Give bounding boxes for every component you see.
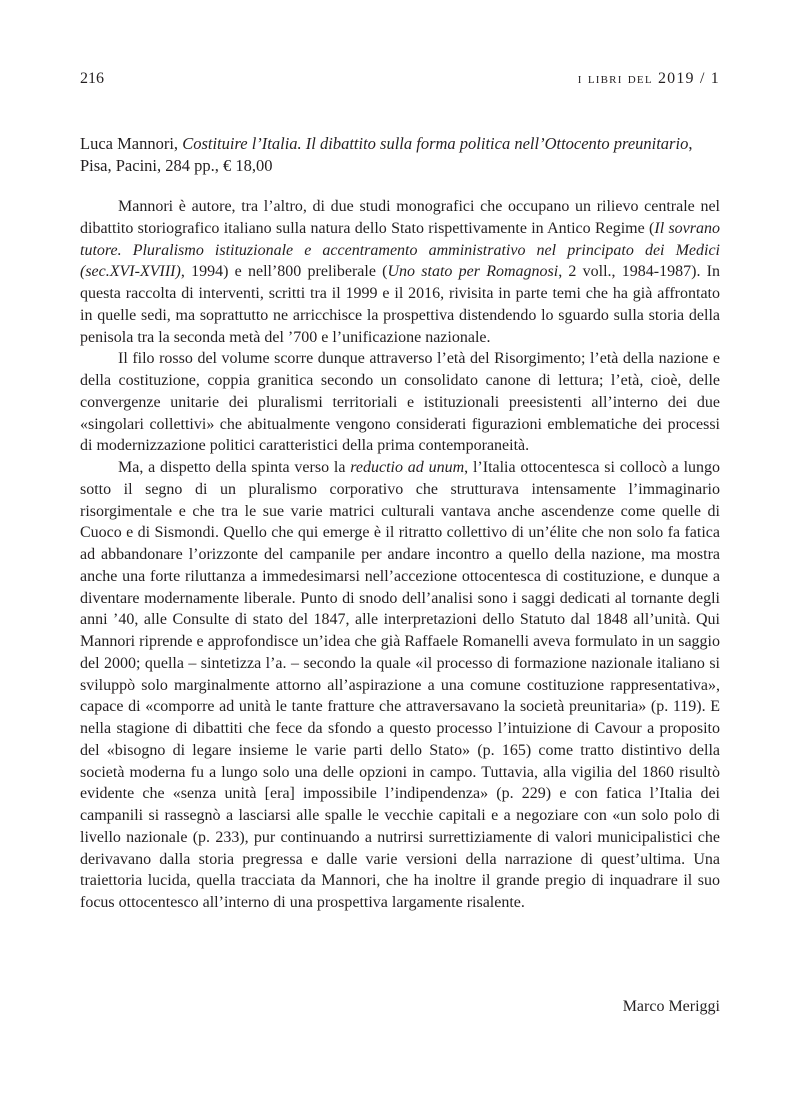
book-reference <box>80 133 720 177</box>
paragraph-3-text-a: Ma, a dispetto della spinta verso la <box>118 459 351 476</box>
paragraph-1-text-e: , 2 voll., 1984-1987). In questa raccolta di interventi, scritti tra il 1999 e il 2016, rivisita in parte temi che ha già affrontato in quelle sedi, ma soprattutto ne arricchisce la prospettiva distendendo lo sguardo sulla storia della penisola tra la seconda metà del ’700 e l’unificazione nazionale. <box>80 263 720 346</box>
page-number: 216 <box>80 70 104 87</box>
review-body <box>80 196 720 914</box>
review-paragraph-1 <box>80 196 720 348</box>
paragraph-1-text-a: Mannori è autore, tra l’altro, di due studi monografici che occupano un rilievo centrale nel dibattito storiografico italiano sulla natura dello Stato rispettivamente in Antico Regime ( <box>80 198 720 237</box>
review-paragraph-2: Il filo rosso del volume scorre dunque attraverso l’età del Risorgimento; l’età della nazione e della costituzione, coppia granitica secondo un consolidato canone di lettura; l’età, cioè, delle convergenze unitarie dei pluralismi territoriali e istituzionali preesistenti all’interno dei due «singolari collettivi» che abitualmente vengono considerati figurazioni emblematiche dei processi di modernizzazione politici caratteristici della prima contemporaneità. <box>80 350 720 455</box>
journal-title: i libri del 2019 / 1 <box>577 70 720 87</box>
reviewer-signature: Marco Meriggi <box>622 998 720 1015</box>
running-head <box>80 68 720 90</box>
book-title: Costituire l’Italia. Il dibattito sulla forma politica nell’Ottocento preunitario <box>182 134 689 153</box>
book-author: Luca Mannori, <box>80 134 179 153</box>
latin-phrase-reductio-ad-unum: reductio ad unum <box>350 459 465 476</box>
book-page <box>80 0 720 1120</box>
cited-title-uno-stato-per-romagnosi: Uno stato per Romagnosi <box>387 263 559 281</box>
review-paragraph-3 <box>80 457 720 914</box>
book-publication-details: , Pisa, Pacini, 284 pp., € 18,00 <box>80 134 693 175</box>
cited-title-il-sovrano-tutore: Il sovrano tutore. Pluralismo istituzionale e accentramento amministrativo nel principato dei Medici (sec.XVI-XVIII) <box>80 219 720 281</box>
paragraph-1-text-c: , 1994) e nell’800 preliberale ( <box>180 263 388 281</box>
paragraph-3-text-c: , l’Italia ottocentesca si collocò a lungo sotto il segno di un pluralismo corporativo che strutturava intensamente l’immaginario risorgimentale e che tra le sue varie matrici culturali vantava anche ascendenze come quelle di Cuoco e di Sismondi. Quello che qui emerge è il ritratto collettivo di un’élite che non solo fa fatica ad abbandonare l’orizzonte del campanile per andare incontro a quello della nazione, ma mostra anche una forte riluttanza a immedesimarsi nell’accezione ottocentesca di costituzione, e dunque a diventare modernamente liberale. Punto di snodo dell’analisi sono i saggi dedicati al tornante degli anni ’40, alle Consulte di stato del 1847, alle interpretazioni dello Statuto dal 1848 all’unità. Qui Mannori riprende e approfondisce un’idea che già Raffaele Romanelli aveva formulato in un saggio del 2000; quella – sintetizza l’a. – secondo la quale «il processo di formazione nazionale italiano si sviluppò solo marginalmente attorno all’aspirazione a una comune costituzione rappresentativa», capace di «comporre ad unità le tante fratture che attraversavano la società preunitaria» (p. 119). E nella stagione di dibattiti che fece da sfondo a questo processo l’intuizione di Cavour a proposito del «bisogno di legare insieme le varie parti dello Stato» (p. 165) come tratto distintivo della società moderna fu a lungo solo una delle opzioni in campo. Tuttavia, alla vigilia del 1860 risultò evidente che «senza unità [era] impossibile l’indipendenza» (p. 229) e con fatica l’Italia dei campanili si rassegnò a lasciarsi alle spalle le vecchie capitali e a negoziare con «un solo polo di livello nazionale (p. 233), pur continuando a nutrirsi surrettiziamente di valori municipalistici che derivavano dalla storia pregressa e dalle varie versioni della narrazione di quest’ultima. Una traiettoria lucida, quella tracciata da Mannori, che ha inoltre il grande pregio di inquadrare il suo focus ottocentesco all’interno di una prospettiva largamente risalente. <box>80 459 721 911</box>
